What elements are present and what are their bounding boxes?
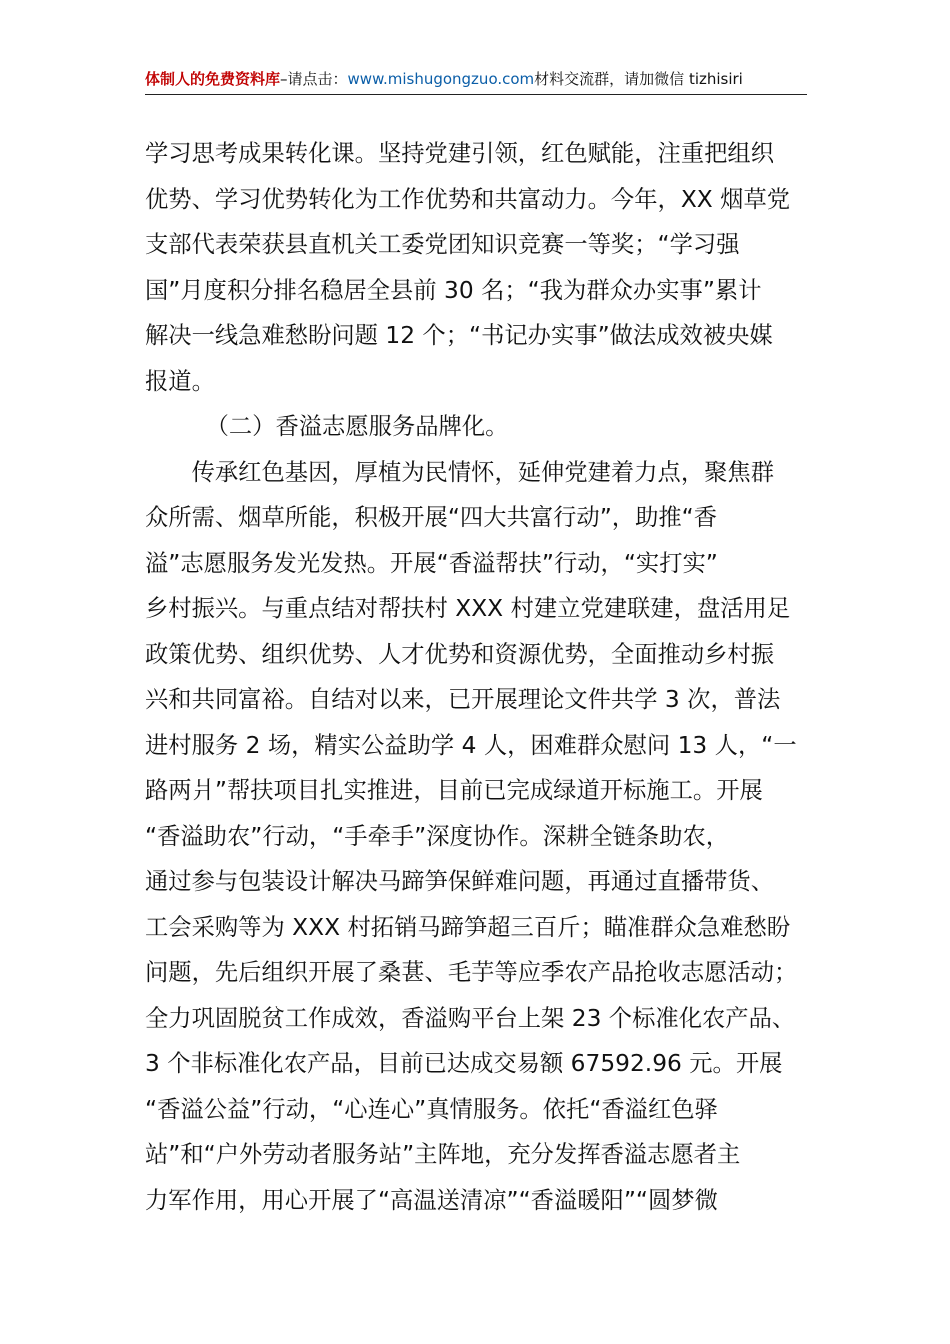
text-line: 进村服务 2 场，精实公益助学 4 人，困难群众慰问 13 人，“一: [145, 731, 797, 759]
text-line: 学习思考成果转化课。坚持党建引领，红色赋能，注重把组织: [145, 140, 775, 167]
header-suffix: 材料交流群，请加微信 tizhisiri: [534, 70, 743, 88]
text-line: 众所需、烟草所能，积极开展“四大共富行动”，助推“香: [145, 504, 718, 531]
text-line: 工会采购等为 XXX 村拓销马蹄笋超三百斤；瞄准群众急难愁盼: [145, 913, 791, 941]
text-line: 全力巩固脱贫工作成效，香溢购平台上架 23 个标准化农产品、: [145, 1004, 796, 1032]
text-line: 问题，先后组织开展了桑葚、毛芋等应季农产品抢收志愿活动；: [145, 959, 798, 986]
text-line: 优势、学习优势转化为工作优势和共富动力。今年，XX 烟草党: [145, 185, 791, 213]
text-line: 3 个非标准化农产品，目前已达成交易额 67592.96 元。开展: [145, 1050, 783, 1077]
text-line: 政策优势、组织优势、人才优势和资源优势，全面推动乡村振: [145, 640, 775, 668]
header-url-link[interactable]: www.mishugongzuo.com: [347, 70, 535, 88]
document-body: [145, 131, 810, 1223]
text-line: 溢”志愿服务发光发热。开展“香溢帮扶”行动，“实打实”: [145, 549, 718, 577]
text-line: 站”和“户外劳动者服务站”主阵地，充分发挥香溢志愿者主: [145, 1141, 741, 1168]
text-line: “香溢助农”行动，“手牵手”深度协作。深耕全链条助农，: [145, 822, 730, 850]
text-line: 路两爿”帮扶项目扎实推进，目前已完成绿道开标施工。开展: [145, 777, 763, 804]
section-heading: （二）香溢志愿服务品牌化。: [205, 413, 509, 440]
header-brand: 体制人的免费资料库: [145, 70, 281, 88]
text-line: 解决一线急难愁盼问题 12 个；“书记办实事”做法成效被央媒: [145, 322, 773, 349]
paragraph-1: [145, 131, 810, 404]
paragraph-2: [145, 450, 810, 1224]
page-header: [145, 64, 807, 95]
text-line: 通过参与包装设计解决马蹄笋保鲜难问题，再通过直播带货、: [145, 868, 775, 895]
text-line: 乡村振兴。与重点结对帮扶村 XXX 村建立党建联建，盘活用足: [145, 595, 791, 622]
text-line: 传承红色基因，厚植为民情怀，延伸党建着力点，聚焦群: [191, 458, 775, 486]
text-line: 支部代表荣获县直机关工委党团知识竞赛一等奖；“学习强: [145, 231, 740, 258]
text-line: 兴和共同富裕。自结对以来，已开展理论文件共学 3 次，普法: [145, 686, 781, 713]
header-prefix: –请点击：: [280, 70, 348, 88]
text-line: “香溢公益”行动，“心连心”真情服务。依托“香溢红色驿: [145, 1095, 718, 1123]
text-line: 报道。: [145, 367, 215, 395]
text-line: 国”月度积分排名稳居全县前 30 名；“我为群众办实事”累计: [145, 276, 762, 304]
section-heading-paragraph: [145, 404, 810, 450]
text-line: 力军作用，用心开展了“高温送清凉”“香溢暖阳”“圆梦微: [145, 1186, 718, 1214]
